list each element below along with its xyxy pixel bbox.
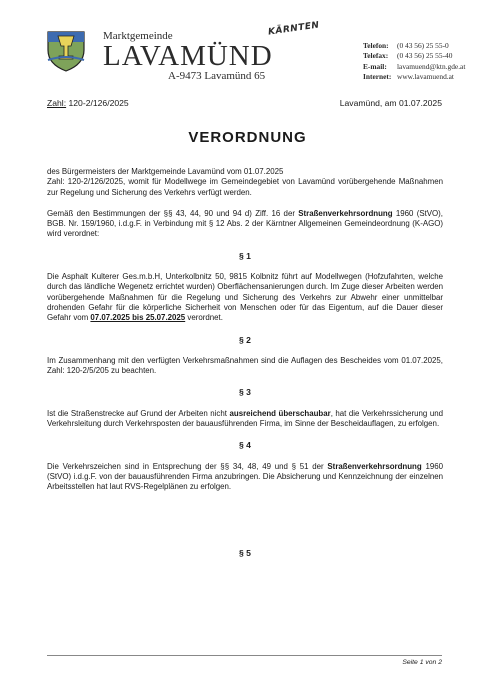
contact-website: Internet: www.lavamuend.at [363, 71, 454, 81]
contact-block [363, 41, 465, 82]
section-2-text: Im Zusammenhang mit den verfügten Verkehrsmaßnahmen sind die Auflagen des Bescheides vom 01.07.2025, Zahl: 120-2/5/205 zu beachten. [47, 355, 443, 376]
municipality-brand [103, 30, 273, 82]
municipality-name: LAVAMÜND [103, 40, 273, 72]
page-number: Seite 1 von 2 [402, 659, 442, 666]
contact-phone: Telefon: (0 43 56) 25 55-0 [363, 41, 449, 50]
section-1-heading: § 1 [239, 250, 251, 261]
section-4-text: Die Verkehrszeichen sind in Entsprechung der §§ 34, 48, 49 und § 51 der Straßenverkehrsordnung 1960 (StVO) i.d.g.F. von der bauausführenden Firma anzubringen. Die Absicherung und Kennzeichnung der einzelnen Arbeitsstellen hat laut RVS-Regelplänen zu erfolgen. [47, 461, 443, 492]
document-body [47, 167, 443, 558]
contact-fax: Telefax: (0 43 56) 25 55-40 [363, 51, 453, 61]
municipality-label: Marktgemeinde [103, 30, 173, 42]
intro-line-1: des Bürgermeisters der Marktgemeinde Lavamünd vom 01.07.2025 [47, 167, 284, 176]
footer-rule [47, 655, 442, 656]
section-2-heading: § 2 [239, 334, 251, 345]
document-title: VERORDNUNG [188, 129, 307, 146]
municipality-address: A-9473 Lavamünd 65 [168, 70, 266, 82]
section-4-heading: § 4 [239, 440, 251, 451]
coat-of-arms-icon [46, 30, 86, 72]
contact-email: E-mail: lavamuend@ktn.gde.at [363, 61, 466, 71]
intro-line-2: Zahl: 120-2/126/2025, womit für Modellwege im Gemeindegebiet von Lavamünd vorübergehende Maßnahmen zur Regelung und Sicherung des Verkehrs verfügt werden. [47, 177, 443, 197]
reference-number: Zahl: 120-2/126/2025 [47, 98, 129, 108]
document-date: Lavamünd, am 01.07.2025 [339, 98, 442, 108]
legal-basis: Gemäß den Bestimmungen der §§ 43, 44, 90 und 94 d) Ziff. 16 der Straßenverkehrsordnung 1960 (StVO), BGB. Nr. 159/1960, i.d.g.F. in Verbindung mit § 12 Abs. 2 der Kärntner Allgemeinen Gemeindeordnung (K-AGO) wird verordnet: [47, 208, 443, 239]
section-3-heading: § 3 [239, 387, 251, 398]
period-highlight: 07.07.2025 bis 25.07.2025 [90, 313, 186, 323]
region-label: KÄRNTEN [267, 20, 321, 38]
section-1-text: Die Asphalt Kulterer Ges.m.b.H, Unterkolbnitz 50, 9815 Kolbnitz führt auf Modellwegen (Hofzufahrten, welche durch das ländliche Wegenetz errichtet wurden) Oberflächensanierungen durch. Im Zuge dieser Arbeiten werden vorübergehende Maßnahmen für die Regelung und Sicherung des Verkehrs zur Abwehr einer unmittelbar drohenden Gefahr für die körperliche Sicherheit von Menschen oder für das Eigentum, auf die Dauer dieser Gefahr vom 07.07.2025 bis 25.07.2025 verordnet. [47, 272, 443, 323]
section-3-text: Ist die Straßenstrecke auf Grund der Arbeiten nicht ausreichend überschaubar, hat die Verkehrssicherung und Verkehrsleitung durch Verkehrsposten der bauausführenden Firma, im Sinne der Bescheidauflagen, zu erfolgen. [47, 408, 443, 429]
reference-line [47, 98, 442, 108]
section-5-heading: § 5 [239, 547, 251, 558]
